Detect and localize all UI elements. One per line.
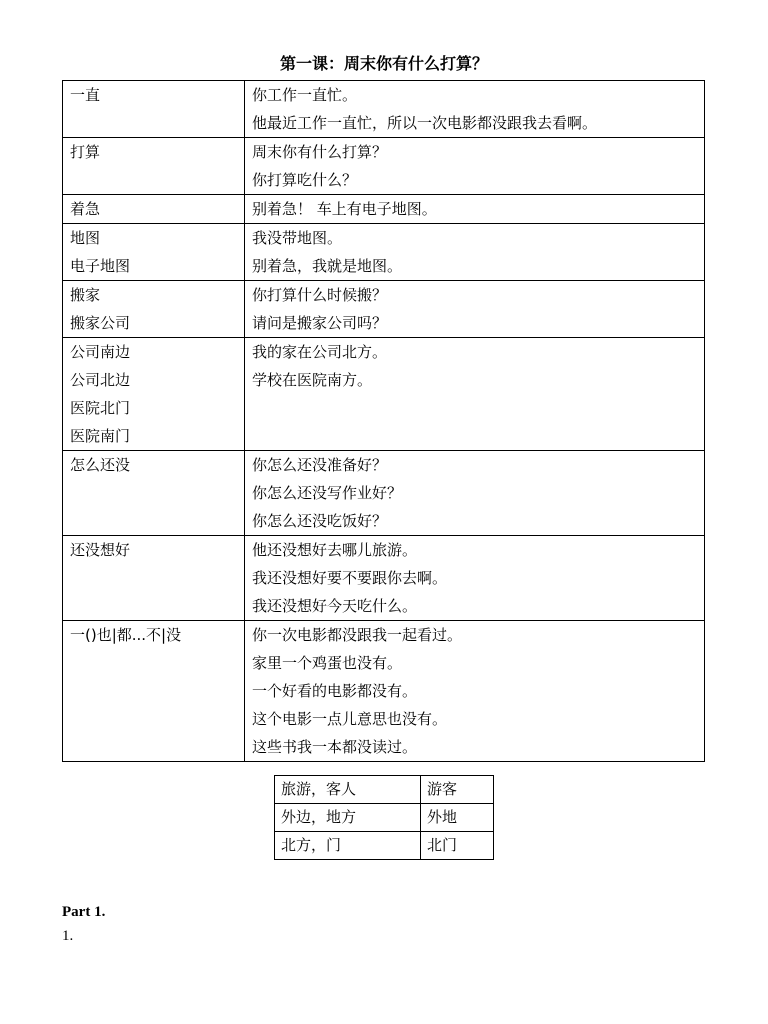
- vocab-term-cell: [63, 536, 245, 621]
- example-sentence: 你怎么还没吃饭好？: [252, 512, 388, 530]
- vocabulary-table: [62, 80, 705, 762]
- example-sentence: 周末你有什么打算？: [252, 143, 388, 161]
- example-sentence: 你工作一直忙。: [252, 86, 358, 104]
- example-sentence: 别着急，我就是地图。: [252, 257, 403, 275]
- word-row: [275, 776, 494, 804]
- word-formation-table: [274, 775, 494, 860]
- compound-word: 游客: [421, 776, 494, 804]
- example-sentence: 这个电影一点儿意思也没有。: [252, 710, 448, 728]
- vocab-term: 公司南边: [70, 343, 131, 361]
- vocab-example-cell: [245, 281, 705, 338]
- vocab-row: [63, 138, 705, 195]
- vocab-term: 搬家公司: [70, 314, 131, 332]
- vocab-row: [63, 338, 705, 451]
- question-number: 1.: [62, 928, 74, 944]
- vocab-term-cell: [63, 451, 245, 536]
- vocab-term-cell: [63, 338, 245, 451]
- vocab-term: 医院北门: [70, 399, 131, 417]
- vocab-term: 公司北边: [70, 371, 131, 389]
- vocab-term: 电子地图: [70, 257, 131, 275]
- vocab-term-cell: [63, 621, 245, 762]
- example-sentence: 你怎么还没写作业好？: [252, 484, 403, 502]
- vocab-row: [63, 81, 705, 138]
- vocab-row: [63, 224, 705, 281]
- vocab-example-cell: [245, 224, 705, 281]
- example-sentence: 学校在医院南方。: [252, 371, 373, 389]
- component-words: 外边，地方: [275, 804, 421, 832]
- example-sentence: 家里一个鸡蛋也没有。: [252, 654, 403, 672]
- example-sentence: 他最近工作一直忙，所以一次电影都没跟我去看啊。: [252, 114, 598, 132]
- vocab-term: 医院南门: [70, 427, 131, 445]
- word-row: [275, 804, 494, 832]
- word-row: [275, 832, 494, 860]
- vocab-term: 怎么还没: [70, 456, 131, 474]
- vocab-example-cell: [245, 621, 705, 762]
- vocab-row: [63, 621, 705, 762]
- example-sentence: 请问是搬家公司吗？: [252, 314, 388, 332]
- vocab-term-cell: [63, 224, 245, 281]
- vocab-term: 搬家: [70, 286, 101, 304]
- compound-word: 外地: [421, 804, 494, 832]
- vocab-term-cell: [63, 281, 245, 338]
- vocab-example-cell: [245, 138, 705, 195]
- component-words: 北方，门: [275, 832, 421, 860]
- vocab-term: 一直: [70, 86, 101, 104]
- part-heading: Part 1.: [62, 904, 106, 920]
- example-sentence: 你怎么还没准备好？: [252, 456, 388, 474]
- example-sentence: 你打算吃什么？: [252, 171, 358, 189]
- example-sentence: 你一次电影都没跟我一起看过。: [252, 626, 463, 644]
- vocab-term: 打算: [70, 143, 101, 161]
- vocab-term-cell: [63, 138, 245, 195]
- example-sentence: 我的家在公司北方。: [252, 343, 388, 361]
- example-sentence: 我还没想好今天吃什么。: [252, 597, 418, 615]
- example-sentence: 别着急！ 车上有电子地图。: [252, 200, 437, 218]
- vocab-example-cell: [245, 195, 705, 224]
- example-sentence: 我没带地图。: [252, 229, 343, 247]
- vocab-example-cell: [245, 536, 705, 621]
- example-sentence: 我还没想好要不要跟你去啊。: [252, 569, 448, 587]
- example-sentence: 你打算什么时候搬？: [252, 286, 388, 304]
- example-sentence: 他还没想好去哪儿旅游。: [252, 541, 418, 559]
- vocab-row: [63, 536, 705, 621]
- vocab-term: 一()也|都...不|没: [70, 626, 182, 644]
- vocab-example-cell: [245, 81, 705, 138]
- vocab-row: [63, 195, 705, 224]
- component-words: 旅游，客人: [275, 776, 421, 804]
- vocab-term: 地图: [70, 229, 101, 247]
- example-sentence: 这些书我一本都没读过。: [252, 738, 418, 756]
- example-sentence: 一个好看的电影都没有。: [252, 682, 418, 700]
- compound-word: 北门: [421, 832, 494, 860]
- vocab-example-cell: [245, 338, 705, 451]
- vocab-term: 着急: [70, 200, 101, 218]
- lesson-title: 第一课：周末你有什么打算？: [279, 54, 488, 73]
- vocab-term: 还没想好: [70, 541, 131, 559]
- vocab-term-cell: [63, 195, 245, 224]
- vocab-row: [63, 281, 705, 338]
- vocab-example-cell: [245, 451, 705, 536]
- vocab-term-cell: [63, 81, 245, 138]
- vocab-row: [63, 451, 705, 536]
